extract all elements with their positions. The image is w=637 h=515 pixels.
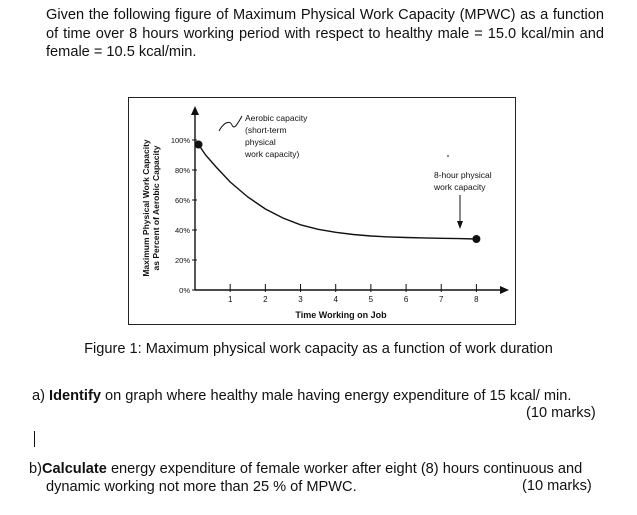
text-cursor	[34, 431, 35, 447]
y-tick-label-100: 100%	[170, 136, 190, 145]
y-tick-label-80: 80%	[174, 166, 190, 175]
question-b-line2: dynamic working not more than 25 % of MPWC.	[46, 479, 357, 495]
x-tick-label-6: 6	[403, 295, 409, 304]
x-tick-label-7: 7	[439, 295, 444, 304]
figure-frame	[128, 97, 516, 325]
x-tick-label-8: 8	[474, 295, 479, 304]
question-a-marks: (10 marks)	[526, 405, 596, 421]
figure-caption: Figure 1: Maximum physical work capacity as a function of work duration	[84, 341, 553, 357]
aerobic-pointer-squiggle	[219, 116, 242, 131]
question-b-prefix: b)	[29, 461, 42, 477]
eight-hour-label-line1: 8-hour physical	[434, 170, 492, 180]
question-a-text: on graph where healthy male having energy expenditure of 15 kcal/ min.	[105, 388, 572, 404]
question-a-prefix: a)	[32, 388, 45, 404]
intro-paragraph: Given the following figure of Maximum Physical Work Capacity (MPWC) as a function of time over 8 hours working period with respect to healthy male = 15.0 kcal/min and female = 10.5 kcal/min.	[46, 7, 604, 60]
eight-hour-arrow-head	[457, 221, 463, 229]
y-axis-arrow	[191, 106, 199, 115]
aerobic-label-line2: (short-term	[245, 125, 287, 135]
question-b-verb: Calculate	[41, 461, 107, 477]
y-tick-label-40: 40%	[174, 226, 190, 235]
x-tick-label-2: 2	[263, 295, 268, 304]
x-tick-label-3: 3	[298, 295, 303, 304]
eight-hour-label-line2: work capacity	[434, 182, 486, 192]
eight-hour-capacity-point	[472, 235, 480, 243]
y-tick-label-20: 20%	[174, 256, 190, 265]
question-a	[32, 387, 571, 405]
question-b-line1	[29, 460, 582, 478]
aerobic-capacity-point	[195, 141, 203, 149]
y-axis-label-line2: as Percent of Aerobic Capacity	[151, 145, 161, 271]
x-tick-label-1: 1	[227, 295, 233, 304]
aerobic-label-line4: work capacity)	[245, 149, 300, 159]
x-axis-title: Time Working on Job	[295, 310, 387, 320]
y-axis-label-line1: Maximum Physical Work Capacity	[141, 139, 151, 277]
question-b-text1: energy expenditure of female worker after eight (8) hours continuous and	[110, 461, 583, 477]
x-axis-arrow	[500, 286, 509, 294]
question-b-marks: (10 marks)	[522, 478, 592, 494]
mpwc-chart	[129, 98, 517, 326]
y-tick-label-0: 0%	[179, 286, 190, 295]
y-tick-label-60: 60%	[174, 196, 190, 205]
aerobic-label-line1: Aerobic capacity	[245, 113, 308, 123]
aerobic-label-line3: physical	[245, 137, 276, 147]
question-a-verb: Identify	[49, 388, 101, 404]
x-tick-label-5: 5	[368, 295, 374, 304]
x-tick-label-4: 4	[333, 295, 338, 304]
